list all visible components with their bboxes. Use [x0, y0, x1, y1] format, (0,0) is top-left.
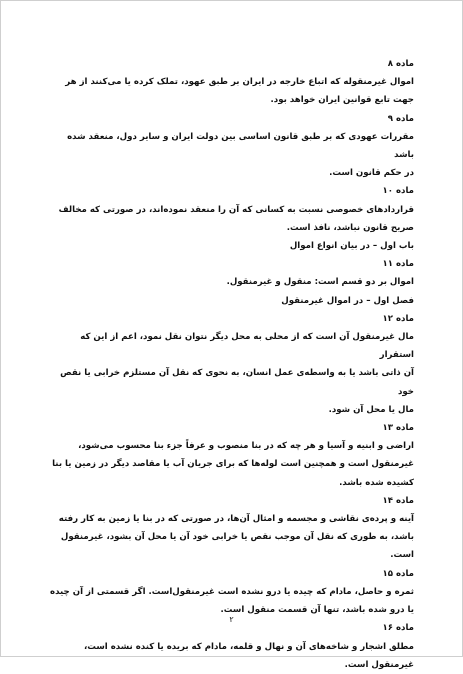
text-line: ماده ۱۶	[382, 623, 414, 634]
text-line: ماده ۱۴	[382, 495, 414, 506]
page-number: ۲	[229, 615, 234, 624]
text-line: غیرمنقول است.	[344, 659, 414, 670]
text-line: باشد، به طوری که نقل آن موجب نقص یا خرابی خود آن یا محل آن بشود، غیرمنقول	[60, 532, 414, 543]
text-line: است.	[390, 550, 414, 561]
text-line: باب اول – در بیان انواع اموال	[289, 241, 414, 252]
text-line: ماده ۱۳	[382, 423, 414, 434]
text-line: ماده ۱۵	[382, 568, 414, 579]
text-line: آن ذاتی باشد یا به واسطه‌ی عمل انسان، به نحوی که نقل آن مستلزم خرابی یا نقص خود	[60, 368, 414, 397]
text-line: ماده ۱۱	[382, 259, 414, 270]
text-line: اموال بر دو قسم است: منقول و غیرمنقول.	[226, 277, 414, 288]
text-line: در حکم قانون است.	[329, 168, 414, 179]
text-line: آینه و پرده‌ی نقاشی و مجسمه و امثال آن‌ها، در صورتی که در بنا یا زمین به کار رفته	[58, 514, 414, 525]
text-line: جهت تابع قوانین ایران خواهد بود.	[270, 95, 414, 106]
text-line: ماده ۹	[387, 113, 414, 124]
text-line: مال یا محل آن شود.	[328, 404, 414, 415]
text-line: کشیده شده باشد.	[339, 477, 414, 488]
text-line: مطلق اشجار و شاخه‌های آن و نهال و قلمه، مادام که بریده یا کنده نشده است،	[83, 641, 414, 652]
text-line: مال غیرمنقول آن است که از محلی به محل دیگر نتوان نقل نمود، اعم از این که استقرار	[80, 332, 414, 361]
text-line: مقررات عهودی که بر طبق قانون اساسی بین دولت ایران و سایر دول، منعقد شده باشد	[67, 131, 414, 161]
text-line: اموال غیرمنقوله که اتباع خارجه در ایران بر طبق عهود، تملک کرده یا می‌کنند از هر	[65, 77, 414, 88]
text-line: ماده ۱۲	[382, 313, 414, 324]
text-line: غیرمنقول است و همچنین است لوله‌ها که برای جریان آب یا مقاصد دیگر در زمین یا بنا	[52, 459, 414, 470]
text-line: ماده ۱۰	[382, 186, 414, 197]
text-line: صریح قانون نباشد، نافذ است.	[286, 222, 414, 233]
text-line: قراردادهای خصوصی نسبت به کسانی که آن را منعقد نموده‌اند، در صورتی که مخالف	[58, 204, 414, 215]
text-line: اراضی و ابنیه و آسیا و هر چه که در بنا منصوب و عرفاً جزء بنا محسوب می‌شود،	[78, 441, 414, 452]
text-line: ثمره و حاصل، مادام که چیده یا درو نشده است غیرمنقول‌است. اگر قسمتی از آن چیده	[50, 586, 414, 597]
text-line: یا درو شده باشد، تنها آن قسمت منقول است.	[220, 605, 414, 616]
text-line: ماده ۸	[387, 59, 414, 69]
page-body	[49, 55, 414, 674]
text-line: فصل اول – در اموال غیرمنقول	[281, 295, 414, 306]
